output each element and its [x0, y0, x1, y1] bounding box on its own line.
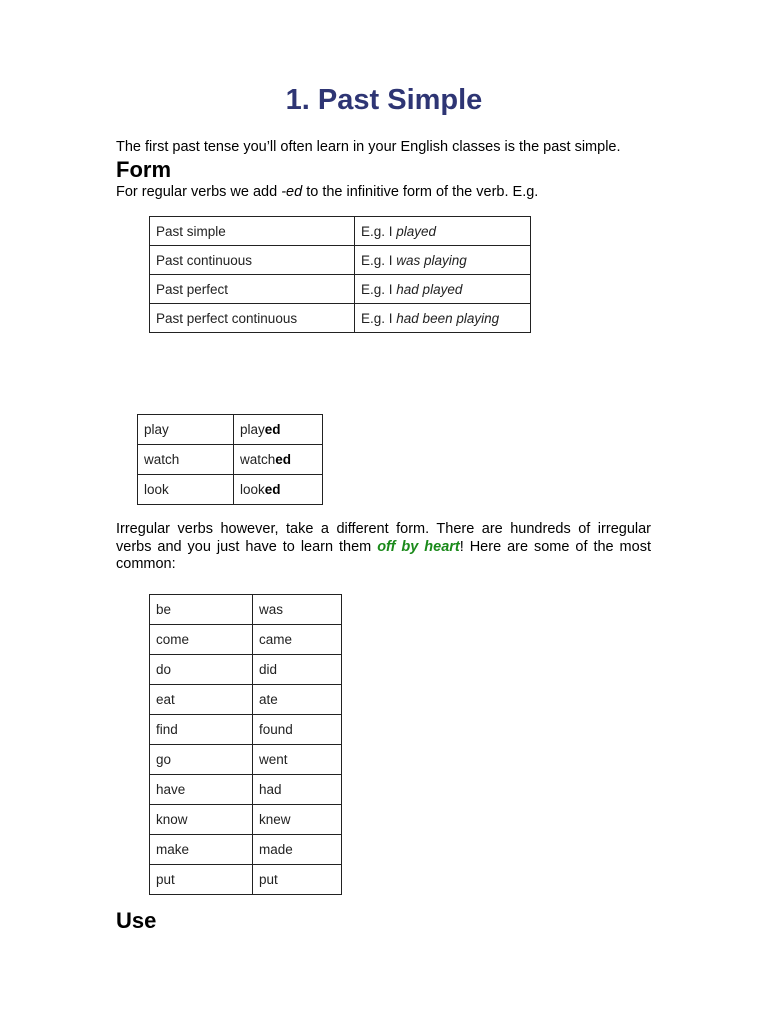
verb-suffix: ed [275, 452, 292, 467]
table-row [150, 715, 342, 745]
tense-name-cell: Past continuous [150, 246, 355, 275]
base-verb-cell: find [150, 715, 253, 745]
irregular-text-before: Irregular verbs however, take a different form. There are hundreds of irregular verbs and you just have to learn them [116, 521, 651, 555]
past-verb-cell: went [253, 745, 342, 775]
irregular-verbs-table [149, 594, 342, 895]
base-verb-cell: do [150, 655, 253, 685]
base-verb-cell: go [150, 745, 253, 775]
verb-suffix: ed [264, 422, 281, 437]
past-verb-cell: did [253, 655, 342, 685]
example-verb: played [396, 223, 437, 239]
verb-stem: watch [240, 452, 276, 467]
table-row [150, 275, 531, 304]
base-verb-cell: make [150, 835, 253, 865]
table-row [150, 217, 531, 246]
past-verb-cell [234, 415, 323, 445]
table-row [150, 835, 342, 865]
base-verb-cell: play [138, 415, 234, 445]
table-row [138, 445, 323, 475]
form-text-suffix: -ed [281, 184, 303, 200]
example-lead: E.g. I [361, 252, 397, 268]
verb-stem: play [240, 422, 265, 437]
page-title: 1. Past Simple [285, 84, 483, 116]
base-verb-cell: look [138, 475, 234, 505]
intro-paragraph: The first past tense you’ll often learn in your English classes is the past simple. [116, 139, 621, 155]
table-row [150, 805, 342, 835]
table-row [150, 246, 531, 275]
base-verb-cell: come [150, 625, 253, 655]
tense-example-cell [355, 275, 531, 304]
irregular-paragraph [116, 521, 651, 574]
base-verb-cell: have [150, 775, 253, 805]
past-verb-cell [234, 445, 323, 475]
form-text-after: to the infinitive form of the verb. E.g. [302, 184, 539, 200]
table-row [150, 595, 342, 625]
base-verb-cell: be [150, 595, 253, 625]
example-lead: E.g. I [361, 223, 397, 239]
irregular-text-after: ! Here are some of the most common: [116, 538, 651, 572]
form-heading: Form [116, 157, 171, 182]
past-verb-cell: was [253, 595, 342, 625]
past-verb-cell: had [253, 775, 342, 805]
base-verb-cell: eat [150, 685, 253, 715]
table-row [150, 775, 342, 805]
tense-name-cell: Past perfect [150, 275, 355, 304]
form-text-before: For regular verbs we add [116, 184, 282, 200]
past-verb-cell: made [253, 835, 342, 865]
tense-example-cell [355, 217, 531, 246]
tenses-table [149, 216, 531, 333]
base-verb-cell: watch [138, 445, 234, 475]
highlight-phrase: off by heart [377, 538, 460, 555]
example-verb: was playing [396, 252, 467, 268]
example-verb: had been playing [396, 310, 500, 326]
example-lead: E.g. I [361, 310, 397, 326]
use-heading: Use [116, 908, 157, 933]
tense-name-cell: Past perfect continuous [150, 304, 355, 333]
example-lead: E.g. I [361, 281, 397, 297]
table-row [150, 655, 342, 685]
base-verb-cell: know [150, 805, 253, 835]
past-verb-cell: found [253, 715, 342, 745]
verb-stem: look [240, 482, 265, 497]
past-verb-cell [234, 475, 323, 505]
table-row [138, 415, 323, 445]
form-paragraph [116, 184, 538, 202]
past-verb-cell: ate [253, 685, 342, 715]
table-row [150, 745, 342, 775]
table-row [150, 865, 342, 895]
tense-name-cell: Past simple [150, 217, 355, 246]
base-verb-cell: put [150, 865, 253, 895]
tense-example-cell [355, 304, 531, 333]
table-row [138, 475, 323, 505]
tense-example-cell [355, 246, 531, 275]
verb-suffix: ed [264, 482, 281, 497]
example-verb: had played [396, 281, 463, 297]
table-row [150, 685, 342, 715]
past-verb-cell: came [253, 625, 342, 655]
past-verb-cell: knew [253, 805, 342, 835]
table-row [150, 625, 342, 655]
table-row [150, 304, 531, 333]
past-verb-cell: put [253, 865, 342, 895]
regular-verbs-table [137, 414, 323, 505]
